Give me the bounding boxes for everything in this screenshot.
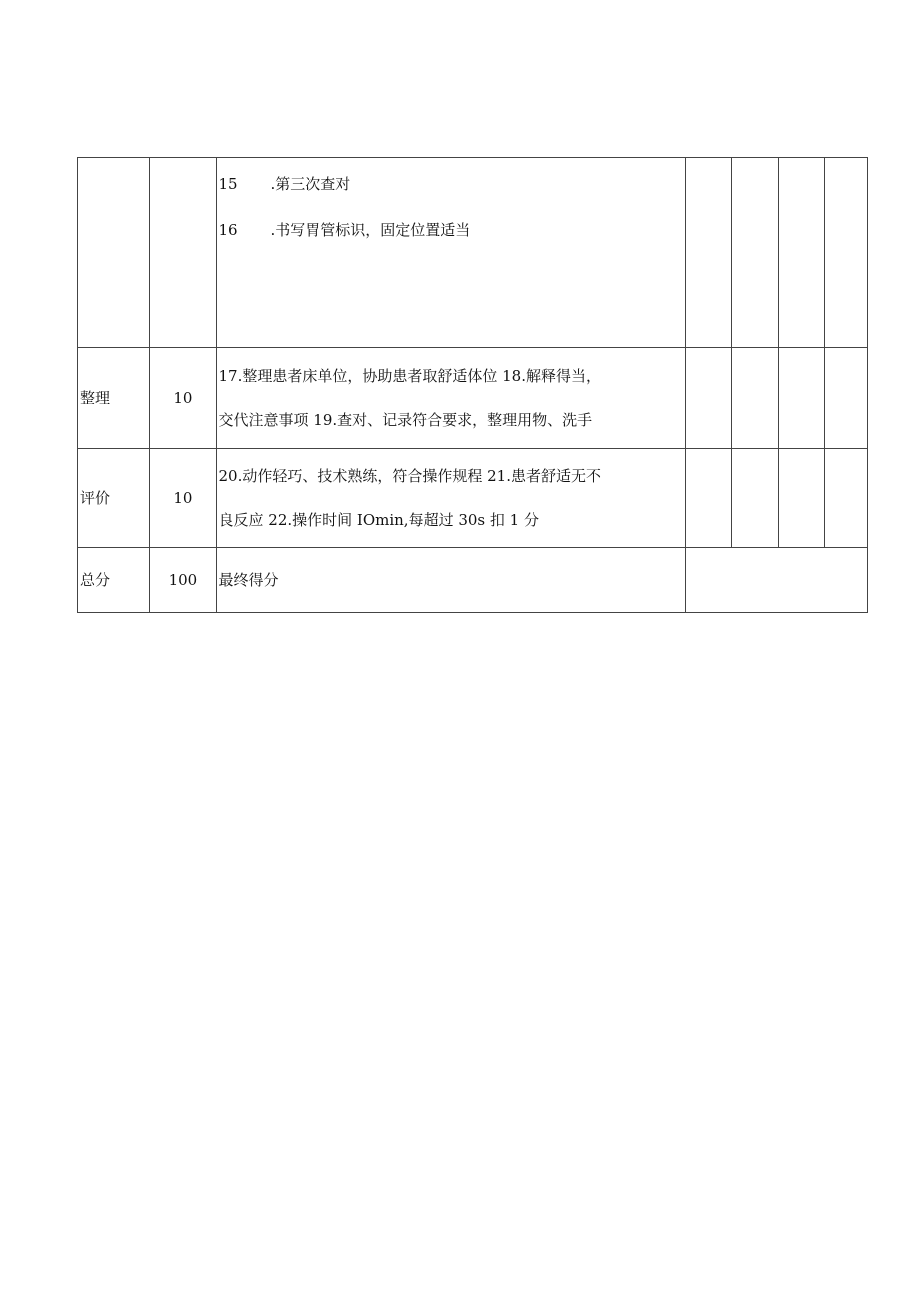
table-row: [78, 158, 868, 348]
score-cell: [686, 348, 732, 449]
content-line: 交代注意事项 19.查对、记录符合要求，整理用物、洗手: [218, 411, 593, 429]
step-item: [219, 219, 686, 241]
step-number: 15: [218, 174, 238, 193]
step-text: .第三次查对: [270, 174, 351, 193]
content-line: 17.整理患者床单位，协助患者取舒适体位 18.解释得当，: [218, 367, 601, 385]
step-number: 16: [218, 220, 238, 239]
content-cell: [216, 449, 686, 548]
score-cell: [778, 158, 824, 348]
points-cell: 100: [150, 548, 216, 613]
score-cell: [824, 158, 867, 348]
content-line: 良反应 22.操作时间 IOmin,每超过 30s 扣 1 分: [218, 511, 539, 529]
category-cell: 总分: [78, 548, 150, 613]
content-cell: 最终得分: [216, 548, 686, 613]
content-line: 20.动作轻巧、技术熟练，符合操作规程 21.患者舒适无不: [218, 467, 601, 485]
points-cell: 10: [150, 348, 216, 449]
table-row: [78, 449, 868, 548]
score-cell: [732, 158, 778, 348]
score-cell: [732, 449, 778, 548]
category-cell: 评价: [78, 449, 150, 548]
step-text: .书写胃管标识，固定位置适当: [270, 220, 471, 239]
score-cell: [686, 158, 732, 348]
category-cell: [78, 158, 150, 348]
score-cell: [824, 449, 867, 548]
score-cell: [686, 449, 732, 548]
step-item: [219, 173, 686, 195]
scoring-table: [77, 157, 868, 613]
final-score-cell: [686, 548, 868, 613]
content-cell: [216, 348, 686, 449]
score-cell: [732, 348, 778, 449]
score-cell: [824, 348, 867, 449]
category-cell: 整理: [78, 348, 150, 449]
table-row: [78, 348, 868, 449]
points-cell: 10: [150, 449, 216, 548]
content-cell: [216, 158, 686, 348]
points-cell: [150, 158, 216, 348]
score-cell: [778, 449, 824, 548]
table-row: [78, 548, 868, 613]
score-cell: [778, 348, 824, 449]
